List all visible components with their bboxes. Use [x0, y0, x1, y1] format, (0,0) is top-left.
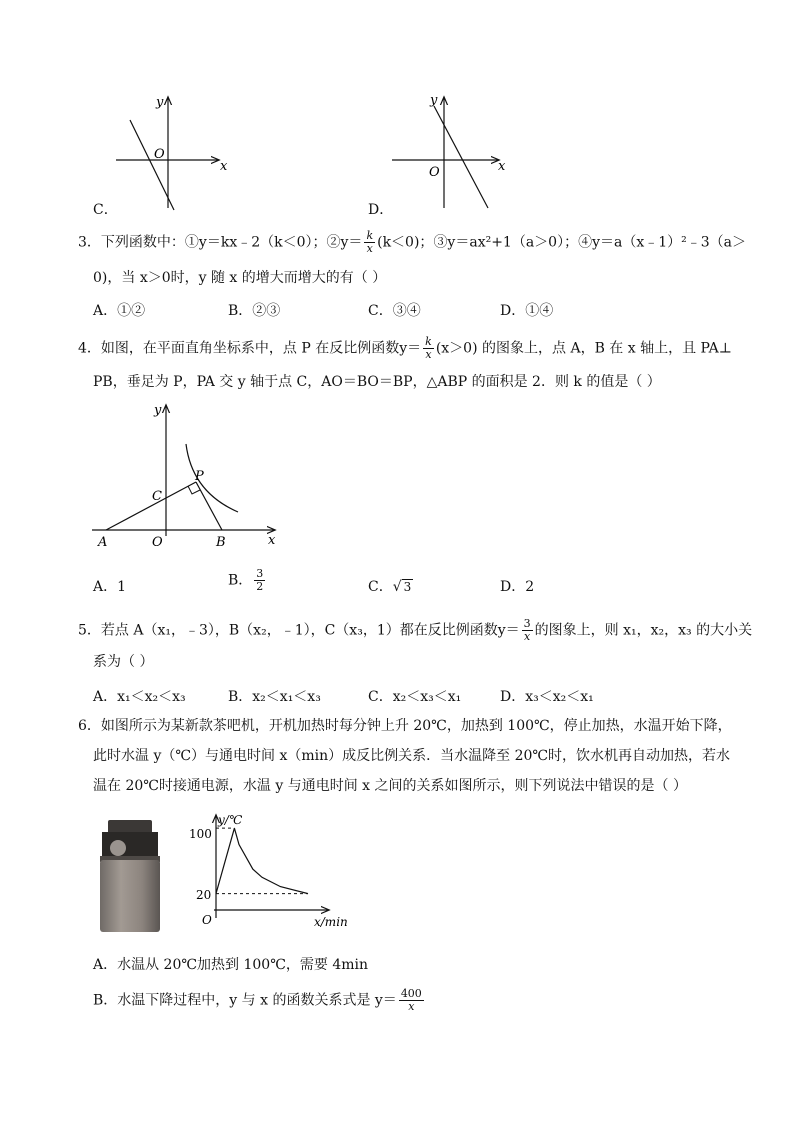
q5-l1-pre: 若点 A（x₁，﹣3），B（x₂，﹣1），C（x₃，1）都在反比例函数y＝ — [100, 622, 520, 639]
graph-c-svg — [110, 90, 240, 215]
q6-line1 — [78, 716, 732, 736]
temperature-chart — [188, 810, 368, 935]
q4-l1-post: (x＞0) 的图象上，点 A，B 在 x 轴上，且 PA⊥ — [435, 340, 732, 357]
x-label: x — [498, 159, 506, 174]
q4-figure-svg — [88, 396, 288, 556]
machine-body — [100, 860, 160, 932]
machine-recess — [102, 832, 158, 858]
q5-number: 5． — [78, 622, 101, 639]
q3-f2-fraction: $\frac{k}{x}$ — [366, 229, 374, 255]
q5-l1-post: 的图象上，则 x₁，x₂，x₃ 的大小关 — [534, 622, 753, 639]
q5-line2: 系为（ ） — [93, 654, 154, 670]
machine-top — [108, 820, 152, 834]
q6-line3: 温在 20℃时接通电源，水温 y 与通电时间 x 之间的关系如图所示，则下列说法中错误的是（ ） — [93, 778, 687, 794]
q3-option-c[interactable]: C．③④ — [368, 303, 421, 319]
y-label: y — [156, 95, 164, 110]
q5-option-a[interactable]: A．x₁＜x₂＜x₃ — [93, 689, 186, 705]
point-p-label: P — [195, 469, 204, 484]
origin-label: O — [152, 535, 163, 550]
point-b-label: B — [216, 535, 226, 550]
kettle — [110, 840, 126, 856]
q3-f2-pre: ②y＝ — [326, 234, 363, 251]
q3-line1 — [78, 230, 746, 255]
q3-option-d[interactable]: D．①④ — [500, 303, 554, 319]
graph-d — [388, 90, 518, 215]
segment-pb — [196, 482, 222, 530]
y-axis-label: y/℃ — [218, 813, 243, 827]
cooling-series — [234, 828, 308, 893]
origin-label: O — [154, 147, 165, 162]
tea-machine-svg — [92, 814, 166, 934]
graph-c-label: C． — [93, 202, 118, 218]
q6-number: 6． — [78, 718, 101, 734]
point-c-label: C — [152, 489, 162, 504]
q3-f3: ③y＝ax²+1（a＞0）； — [433, 234, 579, 251]
graph-d-svg — [388, 90, 518, 215]
q6-line2: 此时水温 y（℃）与通电时间 x（min）成反比例关系．当水温降至 20℃时，饮水机再自动加热，若水 — [93, 748, 731, 764]
q5-option-b[interactable]: B．x₂＜x₁＜x₃ — [228, 689, 321, 705]
q6-l1: 如图所示为某新款茶吧机，开机加热时每分钟上升 20℃，加热到 100℃，停止加热，水温开始下降， — [100, 718, 732, 734]
q3-line2: 0)，当 x＞0时，y 随 x 的增大而增大的有（ ） — [93, 270, 387, 286]
q3-intro: 下列函数中： — [100, 234, 185, 251]
q6-option-a[interactable]: A．水温从 20℃加热到 100℃，需要 4min — [93, 957, 368, 973]
q4-line1 — [78, 336, 732, 361]
q3-number: 3． — [78, 234, 101, 251]
x-axis-label: x/min — [314, 915, 348, 929]
q5-option-c[interactable]: C．x₂＜x₃＜x₁ — [368, 689, 462, 705]
heating-series — [216, 828, 234, 893]
x-label: x — [268, 533, 276, 548]
function-line — [130, 120, 174, 210]
q4-fraction: $\frac{k}{x}$ — [425, 335, 432, 361]
temperature-chart-svg — [188, 810, 368, 935]
q5-option-d[interactable]: D．x₃＜x₂＜x₁ — [500, 689, 594, 705]
q3-f4: ④y＝a（x﹣1）²﹣3（a＞ — [578, 234, 747, 251]
tick-label-100: 100 — [189, 827, 212, 841]
q4-option-b-fraction: $\frac{3}{2}$ — [256, 567, 264, 593]
y-label: y — [430, 93, 438, 108]
q4-l1-pre: 如图，在平面直角坐标系中，点 P 在反比例函数y＝ — [100, 340, 422, 357]
q5-fraction: $\frac{3}{x}$ — [523, 617, 531, 643]
q4-figure — [88, 396, 288, 556]
x-label: x — [220, 159, 228, 174]
q4-line2: PB，垂足为 P，PA 交 y 轴于点 C，AO＝BO＝BP，△ABP 的面积是 2．则 k 的值是（ ） — [93, 374, 661, 390]
origin-label: O — [202, 913, 212, 927]
q4-number: 4． — [78, 340, 101, 357]
segment-pa — [106, 482, 196, 530]
q3-f2-post: (k＜0)； — [377, 234, 434, 251]
point-a-label: A — [98, 535, 108, 550]
y-label: y — [154, 403, 162, 418]
q6-option-b-fraction: $\frac{400}{x}$ — [400, 987, 422, 1013]
graph-c — [110, 90, 240, 215]
q4-option-c[interactable]: C．√ 3 — [368, 579, 412, 595]
q4-option-d[interactable]: D．2 — [500, 579, 535, 595]
tea-machine-image — [92, 814, 166, 934]
q4-option-b[interactable]: B． $\frac{3}{2}$ — [228, 567, 264, 593]
q3-option-b[interactable]: B．②③ — [228, 303, 281, 319]
tick-label-20: 20 — [196, 888, 212, 902]
origin-label: O — [429, 165, 440, 180]
q3-option-a[interactable]: A．①② — [93, 303, 146, 319]
graph-d-label: D． — [368, 202, 394, 218]
q5-line1 — [78, 618, 752, 643]
q4-option-a[interactable]: A．1 — [93, 579, 127, 595]
function-line — [434, 106, 488, 208]
sqrt-symbol: √ — [392, 579, 402, 595]
hyperbola — [186, 444, 238, 512]
q3-f1: ①y＝kx﹣2（k＜0）； — [184, 234, 327, 251]
q6-option-b[interactable]: B．水温下降过程中，y 与 x 的函数关系式是 y＝ $\frac{400}{x}$ — [93, 987, 422, 1013]
